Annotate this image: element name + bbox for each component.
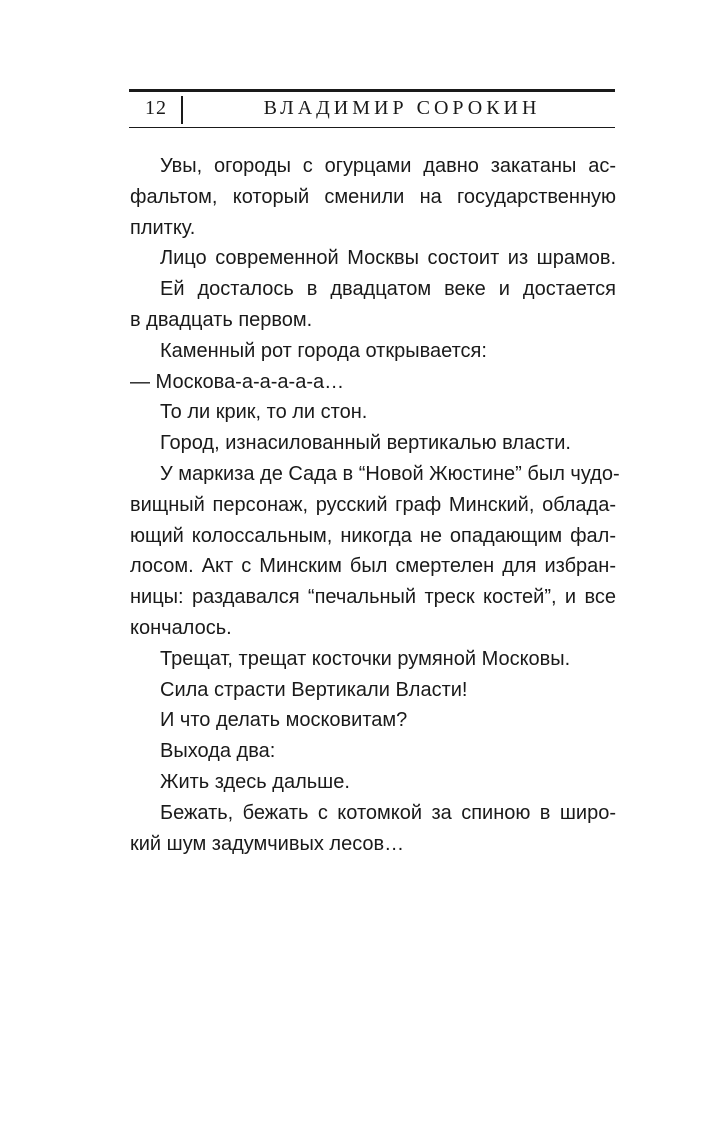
text-line: ющий колоссальным, никогда не опадающим фал- [130,524,616,547]
text-line: Каменный рот города открывается: [160,339,487,362]
text-line: Выхода два: [160,740,276,763]
text-line: кий шум задумчивых лесов… [130,832,405,855]
text-line: Сила страсти Вертикали Власти! [160,678,468,701]
page-number: 12 [145,97,167,119]
text-line: Бежать, бежать с котомкой за спиною в широ- [160,801,616,824]
text-line: Город, изнасилованный вертикалью власти. [160,432,571,455]
text-line: Трещат, трещат косточки румяной Московы. [160,647,571,670]
body-text [130,151,620,859]
text-line: вищный персонаж, русский граф Минский, облада- [130,493,616,516]
text-line: У маркиза де Сада в “Новой Жюстине” был чудо- [160,462,620,485]
text-line: Ей досталось в двадцатом веке и достается [160,278,616,301]
text-line: И что делать московитам? [160,709,408,732]
text-line: То ли крик, то ли стон. [160,401,368,424]
text-line: в двадцать первом. [130,308,313,331]
text-line: Увы, огороды с огурцами давно закатаны ас- [160,155,616,177]
author-name: ВЛАДИМИР СОРОКИН [263,97,541,119]
text-line: Лицо современной Москвы состоит из шрамов. [160,247,616,270]
header-divider [181,96,183,124]
text-line: плитку. [130,216,196,239]
text-line: кончалось. [130,616,232,639]
text-line: лосом. Акт с Минским был смертелен для избран- [130,555,616,578]
running-header [129,89,615,128]
text-line: Жить здесь дальше. [160,770,350,793]
text-line: фальтом, который сменили на государственную [130,185,616,208]
text-line: ницы: раздавался “печальный треск костей”, и все [130,586,616,609]
text-line: — Москова-а-а-а-а-а… [130,370,345,393]
